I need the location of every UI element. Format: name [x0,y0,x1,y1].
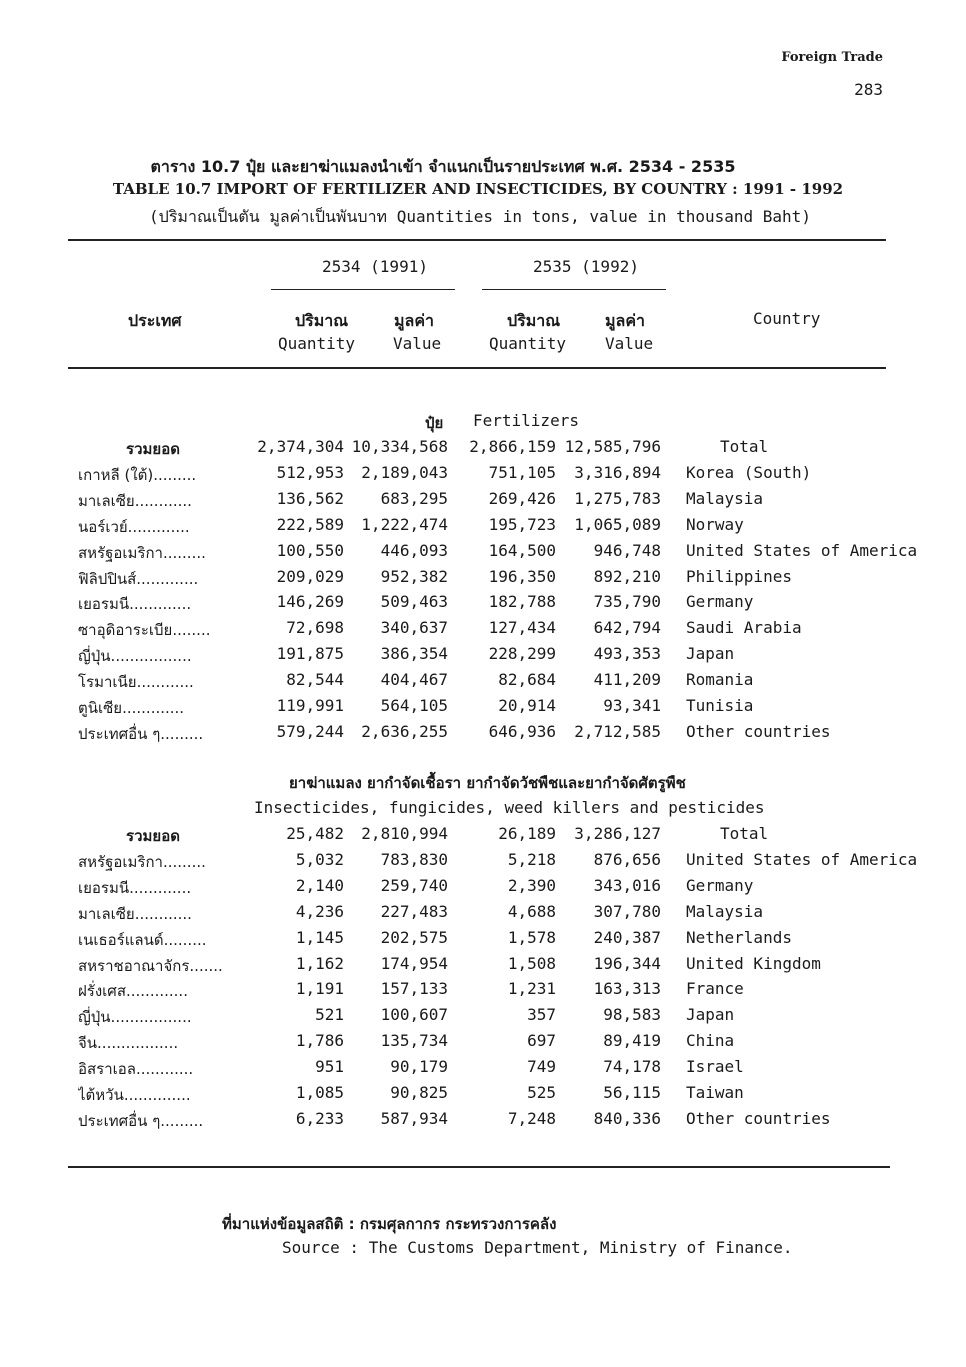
country-english-cell: Other countries [686,721,831,741]
running-header: Foreign Trade [781,50,883,65]
value-1992-cell: 411,209 [593,670,661,690]
country-thai-cell: ไต้หวัน.............. [78,1086,191,1104]
table-row [0,696,966,722]
value-1992-cell: 876,656 [593,849,661,869]
country-english-cell: Korea (South) [686,462,812,482]
value-1992-cell: 56,115 [603,1083,661,1102]
country-thai-cell: ฝรั่งเศส............. [78,982,188,1001]
quantity-1992-cell: 2,390 [507,875,556,895]
quantity-1991-cell: 100,550 [276,540,344,560]
header-val-en-1992: Value [605,334,654,353]
country-english-cell: France [686,979,744,999]
country-thai-cell: นอร์เวย์............. [78,517,190,536]
country-thai-cell: ฟิลิปปินส์............. [78,569,199,588]
table-row [0,1083,966,1109]
country-thai-cell: ประเทศอื่น ๆ......... [78,1111,204,1130]
value-1991-cell: 174,954 [380,953,448,973]
country-thai-cell: อิสราเอล............ [78,1060,194,1079]
value-1991-cell: 404,467 [380,670,448,690]
quantity-1991-cell: 521 [315,1005,344,1025]
quantity-1991-cell: 82,544 [286,670,344,690]
value-1992-cell: 89,419 [603,1031,661,1051]
country-english-cell: Romania [686,670,754,690]
value-1992-cell: 3,286,127 [574,824,661,843]
quantity-1992-cell: 749 [527,1057,556,1077]
table-title-english: TABLE 10.7 IMPORT OF FERTILIZER AND INSECTICIDES, BY COUNTRY : 1991 - 1992 [112,180,844,198]
value-1992-cell: 98,583 [603,1005,661,1025]
country-english-cell: Philippines [686,566,792,586]
value-1992-cell: 12,585,796 [564,437,661,456]
table-row-total [0,824,966,850]
country-english-cell: Total [720,824,769,843]
quantity-1992-cell: 7,248 [507,1108,556,1128]
country-english-cell: Japan [686,644,735,664]
country-thai-cell: ซาอุดิอาระเบีย........ [78,621,211,640]
value-1992-cell: 493,353 [593,644,661,664]
value-1992-cell: 840,336 [593,1108,661,1128]
value-1991-cell: 227,483 [380,901,448,921]
value-1992-cell: 2,712,585 [574,721,661,741]
top-rule [68,239,886,241]
quantity-1991-cell: 5,032 [295,849,344,869]
header-qty-thai-1991: ปริมาณ [295,311,349,330]
table-row [0,954,966,980]
country-english-cell: United Kingdom [686,953,821,973]
value-1991-cell: 683,295 [380,488,448,508]
value-1992-cell: 1,275,783 [574,488,661,508]
table-row [0,876,966,902]
quantity-1991-cell: 2,140 [295,875,344,895]
table-row [0,902,966,928]
table-row [0,1031,966,1057]
value-1992-cell: 240,387 [593,927,661,947]
country-thai-cell: ญี่ปุ่น................. [78,647,192,666]
quantity-1991-cell: 6,233 [295,1108,344,1128]
quantity-1992-cell: 2,866,159 [469,437,556,456]
value-1991-cell: 386,354 [380,644,448,664]
table-row [0,489,966,515]
value-1991-cell: 783,830 [380,849,448,869]
value-1992-cell: 307,780 [593,901,661,921]
quantity-1992-cell: 1,231 [507,979,556,999]
value-1992-cell: 163,313 [593,979,661,999]
table-row [0,928,966,954]
header-val-en-1991: Value [393,334,442,353]
country-thai-cell: ตูนิเซีย............. [78,699,185,717]
value-1991-cell: 90,825 [390,1083,448,1102]
table-row [0,463,966,489]
value-1991-cell: 509,463 [380,592,448,612]
quantity-1992-cell: 357 [527,1005,556,1025]
quantity-1992-cell: 697 [527,1031,556,1051]
value-1991-cell: 564,105 [380,696,448,715]
country-thai-cell: รวมยอด [126,440,180,458]
quantity-1992-cell: 646,936 [488,721,556,741]
header-qty-thai-1992: ปริมาณ [507,311,561,330]
bottom-rule [68,1166,890,1168]
country-thai-cell: จีน................. [78,1034,179,1053]
value-1991-cell: 2,810,994 [361,824,448,843]
quantity-1992-cell: 195,723 [488,514,556,534]
value-1992-cell: 196,344 [593,953,661,973]
quantity-1991-cell: 1,191 [295,979,344,999]
country-thai-cell: เยอรมนี............. [78,878,192,897]
quantity-1991-cell: 951 [315,1057,344,1077]
value-1992-cell: 892,210 [593,566,661,586]
table-row [0,1109,966,1135]
country-thai-cell: รวมยอด [126,827,180,845]
table-row [0,1005,966,1031]
header-year-1991: 2534 (1991) [322,257,428,276]
country-english-cell: Other countries [686,1108,831,1128]
country-english-cell: United States of America [686,540,918,560]
quantity-1991-cell: 1,145 [295,927,344,947]
country-english-cell: Germany [686,875,754,895]
quantity-1991-cell: 512,953 [276,462,344,482]
quantity-1991-cell: 2,374,304 [257,437,344,456]
country-thai-cell: เกาหลี (ใต้)......... [78,465,197,484]
value-1992-cell: 93,341 [603,696,661,715]
header-val-thai-1991: มูลค่า [394,311,435,330]
country-english-cell: Saudi Arabia [686,618,802,638]
quantity-1992-cell: 82,684 [498,670,556,690]
source-english: Source : The Customs Department, Ministry of Finance. [282,1238,793,1257]
year-1991-rule [271,289,455,290]
quantity-1992-cell: 1,508 [507,953,556,973]
quantity-1991-cell: 579,244 [276,721,344,741]
country-english-cell: Germany [686,592,754,612]
table-row [0,567,966,593]
value-1992-cell: 735,790 [593,592,661,612]
table-row [0,979,966,1005]
country-english-cell: Malaysia [686,901,764,921]
country-thai-cell: ประเทศอื่น ๆ......... [78,724,204,743]
country-english-cell: Malaysia [686,488,764,508]
value-1991-cell: 2,189,043 [361,462,448,482]
table-row [0,670,966,696]
quantity-1992-cell: 196,350 [488,566,556,586]
country-thai-cell: เยอรมนี............. [78,595,192,614]
value-1992-cell: 3,316,894 [574,462,661,482]
table-row [0,592,966,618]
quantity-1991-cell: 119,991 [276,696,344,715]
country-thai-cell: มาเลเซีย............ [78,904,192,923]
quantity-1992-cell: 127,434 [488,618,556,638]
country-thai-cell: เนเธอร์แลนด์......... [78,930,207,949]
table-row [0,515,966,541]
quantity-1992-cell: 164,500 [488,540,556,560]
value-1992-cell: 343,016 [593,875,661,895]
value-1991-cell: 2,636,255 [361,721,448,741]
source-thai: ที่มาแห่งข้อมูลสถิติ : กรมศุลกากร กระทรวงการคลัง [222,1215,557,1233]
country-thai-cell: สหรัฐอเมริกา......... [78,852,206,871]
value-1992-cell: 1,065,089 [574,514,661,534]
table-row [0,618,966,644]
value-1991-cell: 90,179 [390,1057,448,1077]
value-1992-cell: 74,178 [603,1057,661,1077]
table-row [0,541,966,567]
table-units-note: (ปริมาณเป็นตัน มูลค่าเป็นพันบาท Quantities in tons, value in thousand Baht) [149,207,811,226]
quantity-1991-cell: 146,269 [276,592,344,612]
quantity-1991-cell: 209,029 [276,566,344,586]
country-english-cell: Norway [686,514,744,534]
quantity-1991-cell: 25,482 [286,824,344,843]
quantity-1992-cell: 4,688 [507,901,556,921]
section-title-thai: ปุ๋ย [425,414,444,432]
header-country-thai: ประเทศ [128,311,182,330]
country-english-cell: Japan [686,1005,735,1025]
country-english-cell: Taiwan [686,1083,744,1102]
quantity-1991-cell: 1,085 [295,1083,344,1102]
table-row-total [0,437,966,463]
table-row [0,850,966,876]
table-row [0,644,966,670]
section-title-english: Insecticides, fungicides, weed killers and pesticides [254,798,765,817]
header-year-1992: 2535 (1992) [533,257,639,276]
country-english-cell: Tunisia [686,696,754,715]
value-1991-cell: 1,222,474 [361,514,448,534]
country-english-cell: China [686,1031,735,1051]
value-1991-cell: 259,740 [380,875,448,895]
country-thai-cell: ญี่ปุ่น................. [78,1008,192,1027]
quantity-1992-cell: 5,218 [507,849,556,869]
quantity-1992-cell: 269,426 [488,488,556,508]
table-row [0,1057,966,1083]
country-english-cell: Netherlands [686,927,792,947]
quantity-1992-cell: 182,788 [488,592,556,612]
header-val-thai-1992: มูลค่า [605,311,646,330]
quantity-1991-cell: 72,698 [286,618,344,638]
year-1992-rule [482,289,666,290]
quantity-1991-cell: 222,589 [276,514,344,534]
quantity-1992-cell: 26,189 [498,824,556,843]
country-english-cell: United States of America [686,849,918,869]
header-country-english: Country [753,309,821,328]
value-1991-cell: 202,575 [380,927,448,947]
page-number: 283 [854,80,883,99]
country-thai-cell: มาเลเซีย............ [78,491,192,510]
value-1991-cell: 952,382 [380,566,448,586]
country-english-cell: Israel [686,1057,744,1077]
value-1991-cell: 446,093 [380,540,448,560]
quantity-1991-cell: 136,562 [276,488,344,508]
value-1991-cell: 10,334,568 [351,437,448,456]
value-1991-cell: 135,734 [380,1031,448,1051]
quantity-1991-cell: 191,875 [276,644,344,664]
header-bottom-rule [68,367,886,369]
country-english-cell: Total [720,437,769,456]
value-1991-cell: 587,934 [380,1108,448,1128]
country-thai-cell: สหราชอาณาจักร....... [78,956,223,975]
header-qty-en-1992: Quantity [489,334,567,353]
value-1991-cell: 100,607 [380,1005,448,1025]
value-1991-cell: 340,637 [380,618,448,638]
quantity-1991-cell: 1,786 [295,1031,344,1051]
value-1991-cell: 157,133 [380,979,448,999]
quantity-1992-cell: 525 [527,1083,556,1102]
country-thai-cell: โรมาเนีย............ [78,673,194,692]
quantity-1992-cell: 1,578 [507,927,556,947]
quantity-1991-cell: 4,236 [295,901,344,921]
value-1992-cell: 642,794 [593,618,661,638]
quantity-1991-cell: 1,162 [295,953,344,973]
section-title-english: Fertilizers [473,411,579,430]
quantity-1992-cell: 228,299 [488,644,556,664]
section-title-thai: ยาฆ่าแมลง ยากำจัดเชื้อรา ยากำจัดวัชพืชและยากำจัดศัตรูพืช [289,774,686,792]
quantity-1992-cell: 751,105 [488,462,556,482]
country-thai-cell: สหรัฐอเมริกา......... [78,543,206,562]
quantity-1992-cell: 20,914 [498,696,556,715]
value-1992-cell: 946,748 [593,540,661,560]
header-qty-en-1991: Quantity [278,334,356,353]
table-row [0,722,966,748]
table-title-thai: ตาราง 10.7 ปุ๋ย และยาฆ่าแมลงนำเข้า จำแนกเป็นรายประเทศ พ.ศ. 2534 - 2535 [150,157,736,176]
